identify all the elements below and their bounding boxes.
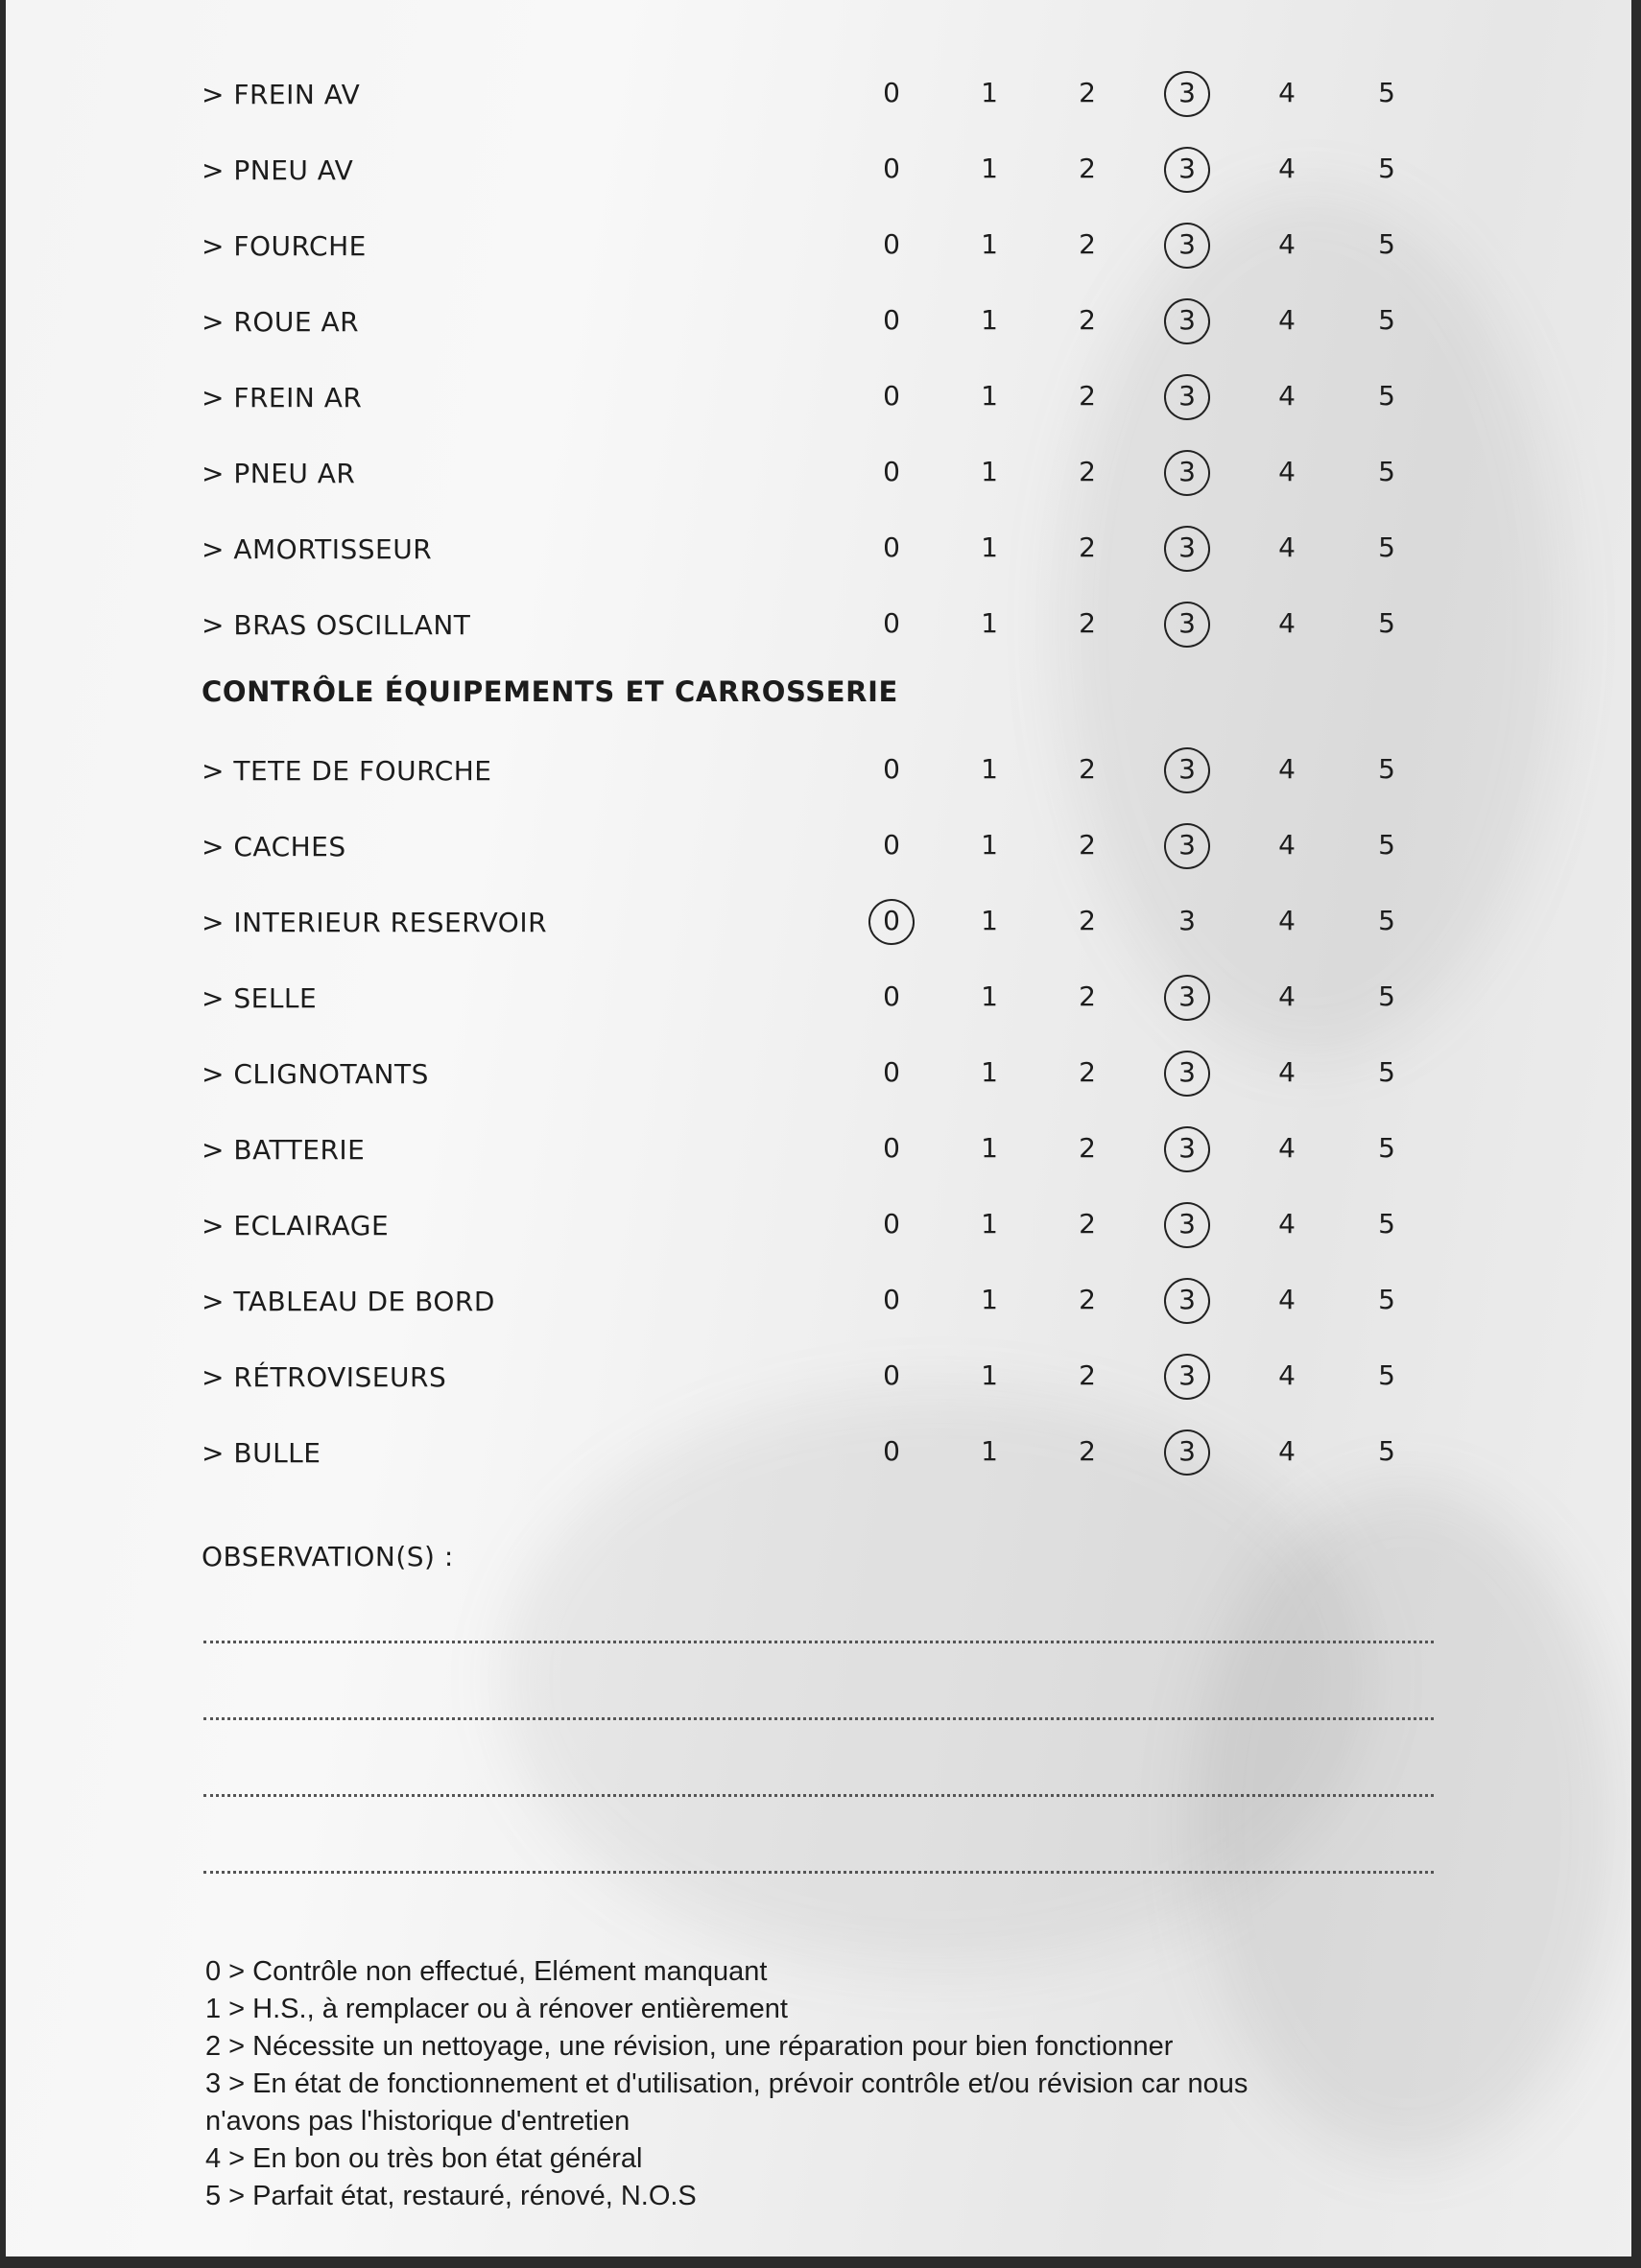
checklist-row bbox=[6, 1426, 1631, 1483]
checklist-row bbox=[6, 1350, 1631, 1407]
rating-option-selected[interactable]: 3 bbox=[1158, 153, 1216, 184]
rating-option[interactable]: 1 bbox=[981, 1056, 998, 1088]
rating-option[interactable]: 5 bbox=[1378, 1284, 1395, 1315]
checklist-item-label: > BULLE bbox=[202, 1437, 321, 1469]
checklist-item-label: > FOURCHE bbox=[202, 230, 367, 262]
rating-option[interactable]: 2 bbox=[1079, 456, 1096, 487]
rating-legend bbox=[205, 1953, 1453, 2215]
rating-option[interactable]: 2 bbox=[1079, 380, 1096, 412]
rating-option[interactable]: 2 bbox=[1079, 753, 1096, 785]
rating-option-selected[interactable]: 3 bbox=[1158, 1132, 1216, 1164]
rating-option[interactable]: 5 bbox=[1378, 829, 1395, 861]
rating-option[interactable]: 1 bbox=[981, 1359, 998, 1391]
legend-line: 2 > Nécessite un nettoyage, une révision, une réparation pour bien fonctionner bbox=[205, 2031, 1174, 2062]
rating-option[interactable]: 5 bbox=[1378, 456, 1395, 487]
rating-option[interactable]: 2 bbox=[1079, 153, 1096, 184]
rating-option[interactable]: 5 bbox=[1378, 1359, 1395, 1391]
rating-option[interactable]: 1 bbox=[981, 1435, 998, 1467]
rating-option[interactable]: 2 bbox=[1079, 1284, 1096, 1315]
rating-option[interactable]: 0 bbox=[883, 1359, 900, 1391]
checklist-row bbox=[6, 1274, 1631, 1332]
rating-option[interactable]: 5 bbox=[1378, 153, 1395, 184]
rating-option[interactable]: 2 bbox=[1079, 1056, 1096, 1088]
rating-option[interactable]: 5 bbox=[1378, 1056, 1395, 1088]
rating-option-selected[interactable]: 3 bbox=[1158, 77, 1216, 108]
rating-option[interactable]: 4 bbox=[1278, 456, 1296, 487]
rating-option[interactable]: 4 bbox=[1278, 1435, 1296, 1467]
rating-option[interactable]: 0 bbox=[883, 1208, 900, 1240]
rating-option-selected[interactable]: 0 bbox=[863, 905, 920, 936]
checklist-row bbox=[6, 1198, 1631, 1256]
rating-option[interactable]: 4 bbox=[1278, 380, 1296, 412]
rating-option[interactable]: 0 bbox=[883, 829, 900, 861]
rating-option-selected[interactable]: 3 bbox=[1158, 1208, 1216, 1240]
rating-option[interactable]: 1 bbox=[981, 905, 998, 936]
checklist-item-label: > SELLE bbox=[202, 982, 318, 1014]
rating-option[interactable]: 4 bbox=[1278, 607, 1296, 639]
rating-option[interactable]: 4 bbox=[1278, 905, 1296, 936]
rating-option[interactable]: 0 bbox=[883, 456, 900, 487]
rating-option[interactable]: 0 bbox=[883, 228, 900, 260]
checklist-item-label: > BATTERIE bbox=[202, 1134, 366, 1166]
legend-line: n'avons pas l'historique d'entretien bbox=[205, 2106, 630, 2137]
checklist-item-label: > FREIN AR bbox=[202, 382, 363, 413]
rating-option[interactable]: 0 bbox=[883, 1132, 900, 1164]
rating-option[interactable]: 5 bbox=[1378, 980, 1395, 1012]
rating-option[interactable]: 2 bbox=[1079, 1208, 1096, 1240]
checklist-row bbox=[6, 295, 1631, 352]
rating-option[interactable]: 4 bbox=[1278, 228, 1296, 260]
rating-option-selected[interactable]: 3 bbox=[1158, 753, 1216, 785]
checklist-row bbox=[6, 598, 1631, 655]
rating-option[interactable]: 5 bbox=[1378, 1208, 1395, 1240]
rating-option-selected[interactable]: 3 bbox=[1158, 228, 1216, 260]
rating-option-selected[interactable]: 3 bbox=[1158, 1284, 1216, 1315]
checklist-row bbox=[6, 1047, 1631, 1104]
rating-option[interactable]: 2 bbox=[1079, 980, 1096, 1012]
rating-option[interactable]: 5 bbox=[1378, 77, 1395, 108]
rating-option[interactable]: 1 bbox=[981, 228, 998, 260]
rating-option[interactable]: 0 bbox=[883, 753, 900, 785]
rating-option[interactable]: 4 bbox=[1278, 1132, 1296, 1164]
rating-option[interactable]: 2 bbox=[1079, 77, 1096, 108]
rating-option[interactable]: 1 bbox=[981, 829, 998, 861]
checklist-row bbox=[6, 744, 1631, 801]
checklist-row bbox=[6, 143, 1631, 201]
rating-option[interactable]: 5 bbox=[1378, 1132, 1395, 1164]
checklist-item-label: > TETE DE FOURCHE bbox=[202, 755, 492, 787]
rating-option[interactable]: 2 bbox=[1079, 1132, 1096, 1164]
rating-option-selected[interactable]: 3 bbox=[1158, 1359, 1216, 1391]
checklist-row bbox=[6, 895, 1631, 953]
checklist-item-label: > ECLAIRAGE bbox=[202, 1210, 390, 1241]
rating-option[interactable]: 1 bbox=[981, 532, 998, 563]
rating-option[interactable]: 4 bbox=[1278, 1359, 1296, 1391]
checklist-row bbox=[6, 370, 1631, 428]
rating-option[interactable]: 2 bbox=[1079, 532, 1096, 563]
checklist-item-label: > INTERIEUR RESERVOIR bbox=[202, 907, 548, 938]
observation-line-1[interactable] bbox=[203, 1641, 1434, 1643]
rating-option[interactable]: 4 bbox=[1278, 1056, 1296, 1088]
rating-option[interactable]: 0 bbox=[883, 304, 900, 336]
rating-option[interactable]: 2 bbox=[1079, 607, 1096, 639]
rating-option[interactable]: 0 bbox=[883, 153, 900, 184]
observation-line-2[interactable] bbox=[203, 1717, 1434, 1720]
rating-option[interactable]: 4 bbox=[1278, 753, 1296, 785]
checklist-item-label: > AMORTISSEUR bbox=[202, 533, 433, 565]
rating-option[interactable]: 0 bbox=[883, 77, 900, 108]
rating-option[interactable]: 5 bbox=[1378, 607, 1395, 639]
rating-option[interactable]: 2 bbox=[1079, 304, 1096, 336]
rating-option[interactable]: 0 bbox=[883, 1056, 900, 1088]
rating-option-selected[interactable]: 3 bbox=[1158, 456, 1216, 487]
rating-option[interactable]: 1 bbox=[981, 77, 998, 108]
rating-option-selected[interactable]: 3 bbox=[1158, 829, 1216, 861]
checklist-row bbox=[6, 67, 1631, 125]
legend-line: 1 > H.S., à remplacer ou à rénover entièrement bbox=[205, 1994, 788, 2024]
rating-option[interactable]: 4 bbox=[1278, 153, 1296, 184]
rating-option[interactable]: 1 bbox=[981, 153, 998, 184]
rating-option-selected[interactable]: 3 bbox=[1158, 1056, 1216, 1088]
checklist-item-label: > BRAS OSCILLANT bbox=[202, 609, 471, 641]
rating-option[interactable]: 0 bbox=[883, 380, 900, 412]
rating-option[interactable]: 2 bbox=[1079, 905, 1096, 936]
checklist-item-label: > RÉTROVISEURS bbox=[202, 1361, 447, 1393]
rating-option[interactable]: 4 bbox=[1278, 1208, 1296, 1240]
inspection-sheet bbox=[6, 0, 1631, 2256]
rating-option[interactable]: 1 bbox=[981, 607, 998, 639]
rating-option[interactable]: 4 bbox=[1278, 532, 1296, 563]
observation-line-4[interactable] bbox=[203, 1871, 1434, 1874]
rating-option[interactable]: 5 bbox=[1378, 905, 1395, 936]
checklist-item-label: > FREIN AV bbox=[202, 79, 361, 110]
rating-option[interactable]: 4 bbox=[1278, 829, 1296, 861]
rating-option[interactable]: 5 bbox=[1378, 532, 1395, 563]
legend-line: 0 > Contrôle non effectué, Elément manquant bbox=[205, 1956, 768, 1987]
rating-option[interactable]: 4 bbox=[1278, 980, 1296, 1012]
observations-label: OBSERVATION(S) : bbox=[202, 1541, 454, 1572]
rating-option[interactable]: 5 bbox=[1378, 1435, 1395, 1467]
rating-option[interactable]: 0 bbox=[883, 1284, 900, 1315]
rating-option[interactable]: 2 bbox=[1079, 228, 1096, 260]
section-title: CONTRÔLE ÉQUIPEMENTS ET CARROSSERIE bbox=[202, 675, 898, 708]
rating-option[interactable]: 0 bbox=[883, 1435, 900, 1467]
rating-option[interactable]: 0 bbox=[883, 980, 900, 1012]
checklist-item-label: > PNEU AV bbox=[202, 154, 354, 186]
checklist-row bbox=[6, 522, 1631, 579]
checklist-row bbox=[6, 819, 1631, 877]
checklist-item-label: > TABLEAU DE BORD bbox=[202, 1286, 495, 1317]
rating-option-selected[interactable]: 3 bbox=[1158, 380, 1216, 412]
checklist-row bbox=[6, 1122, 1631, 1180]
rating-option[interactable]: 1 bbox=[981, 1284, 998, 1315]
rating-option[interactable]: 3 bbox=[1178, 905, 1196, 936]
rating-option[interactable]: 0 bbox=[883, 607, 900, 639]
rating-option[interactable]: 5 bbox=[1378, 380, 1395, 412]
rating-option[interactable]: 1 bbox=[981, 456, 998, 487]
checklist-item-label: > CLIGNOTANTS bbox=[202, 1058, 429, 1090]
rating-option[interactable]: 4 bbox=[1278, 77, 1296, 108]
rating-option[interactable]: 1 bbox=[981, 1208, 998, 1240]
rating-option-selected[interactable]: 3 bbox=[1158, 607, 1216, 639]
rating-option-selected[interactable]: 3 bbox=[1158, 304, 1216, 336]
rating-option-selected[interactable]: 3 bbox=[1158, 980, 1216, 1012]
rating-option[interactable]: 1 bbox=[981, 753, 998, 785]
checklist-row bbox=[6, 219, 1631, 276]
rating-option[interactable]: 2 bbox=[1079, 1359, 1096, 1391]
rating-option[interactable]: 4 bbox=[1278, 304, 1296, 336]
rating-option[interactable]: 1 bbox=[981, 1132, 998, 1164]
rating-option[interactable]: 2 bbox=[1079, 829, 1096, 861]
checklist-row bbox=[6, 971, 1631, 1028]
legend-line: 3 > En état de fonctionnement et d'utilisation, prévoir contrôle et/ou révision car nous bbox=[205, 2068, 1249, 2099]
rating-option[interactable]: 1 bbox=[981, 980, 998, 1012]
rating-option[interactable]: 0 bbox=[883, 532, 900, 563]
rating-option[interactable]: 5 bbox=[1378, 228, 1395, 260]
rating-option[interactable]: 4 bbox=[1278, 1284, 1296, 1315]
rating-option[interactable]: 2 bbox=[1079, 1435, 1096, 1467]
checklist-item-label: > CACHES bbox=[202, 831, 346, 862]
rating-option-selected[interactable]: 3 bbox=[1158, 532, 1216, 563]
rating-option-selected[interactable]: 3 bbox=[1158, 1435, 1216, 1467]
rating-option[interactable]: 5 bbox=[1378, 304, 1395, 336]
rating-option[interactable]: 1 bbox=[981, 304, 998, 336]
observation-line-3[interactable] bbox=[203, 1794, 1434, 1797]
legend-line: 5 > Parfait état, restauré, rénové, N.O.S bbox=[205, 2181, 697, 2211]
rating-option[interactable]: 1 bbox=[981, 380, 998, 412]
legend-line: 4 > En bon ou très bon état général bbox=[205, 2143, 643, 2174]
checklist-item-label: > ROUE AR bbox=[202, 306, 360, 338]
rating-option[interactable]: 5 bbox=[1378, 753, 1395, 785]
checklist-row bbox=[6, 446, 1631, 504]
checklist-item-label: > PNEU AR bbox=[202, 458, 356, 489]
